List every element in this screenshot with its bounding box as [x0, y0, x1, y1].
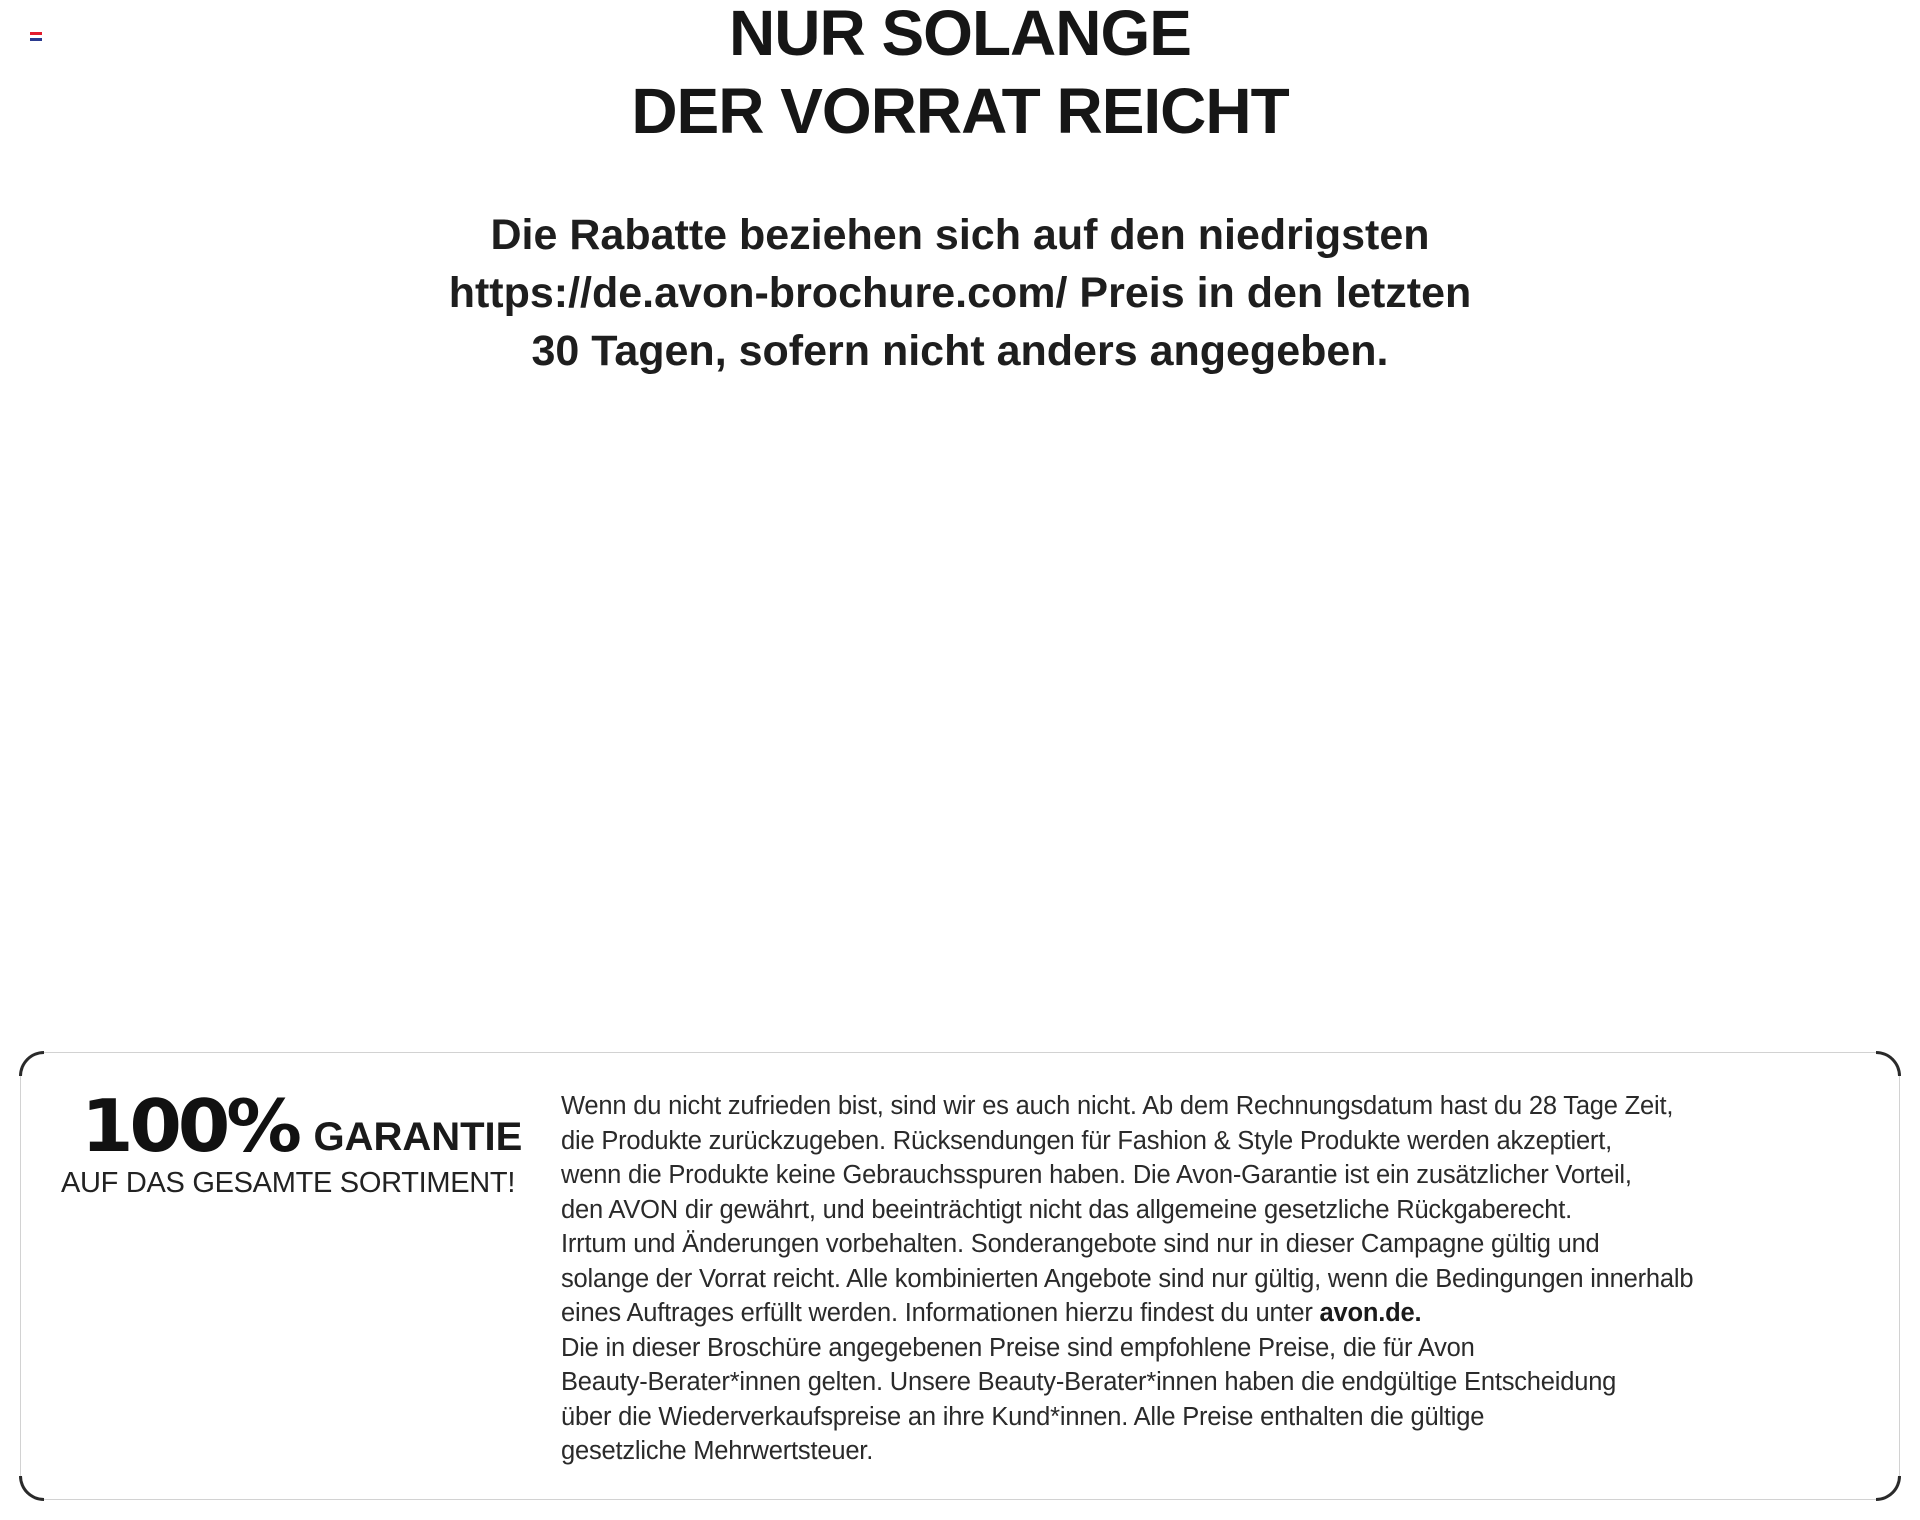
discount-note-line-3: 30 Tagen, sofern nicht anders angegeben.	[531, 327, 1389, 375]
guarantee-title: GARANTIE	[313, 1115, 523, 1159]
legal-line: Die in dieser Broschüre angegebenen Preise sind empfohlene Preise, die für Avon	[561, 1333, 1475, 1362]
legal-line	[561, 1296, 1891, 1331]
discount-note-line-2: https://de.avon-brochure.com/ Preis in den letzten	[448, 269, 1472, 317]
legal-line-text: eines Auftrages erfüllt werden. Informationen hierzu findest du unter	[561, 1299, 1320, 1327]
panel-corner-bottom-right	[1876, 1476, 1901, 1501]
guarantee-subtitle: AUF DAS GESAMTE SORTIMENT!	[61, 1167, 516, 1199]
legal-line: den AVON dir gewährt, und beeinträchtigt nicht das allgemeine gesetzliche Rückgaberecht.	[561, 1195, 1573, 1224]
legal-line: Beauty-Berater*innen gelten. Unsere Beauty-Berater*innen haben die endgültige Entscheidung	[561, 1368, 1617, 1396]
panel-corner-top-right	[1876, 1051, 1901, 1076]
guarantee-badge	[41, 1084, 523, 1201]
headline-line-2: DER VORRAT REICHT	[631, 75, 1289, 147]
legal-line: die Produkte zurückzugeben. Rücksendungen für Fashion & Style Produkte werden akzeptiert,	[561, 1126, 1612, 1155]
legal-line: über die Wiederverkaufspreise an ihre Kund*innen. Alle Preise enthalten die gültige	[561, 1402, 1485, 1431]
headline-line-1: NUR SOLANGE	[729, 0, 1191, 69]
guarantee-panel	[20, 1052, 1900, 1500]
avon-link[interactable]: avon.de.	[1319, 1299, 1422, 1327]
discount-note-line-1: Die Rabatte beziehen sich auf den niedrigsten	[490, 211, 1430, 259]
discount-note	[360, 206, 1560, 380]
panel-corner-top-left	[19, 1051, 44, 1076]
guarantee-percent: 100%	[81, 1084, 298, 1168]
legal-line: gesetzliche Mehrwertsteuer.	[561, 1437, 874, 1465]
legal-line: Wenn du nicht zufrieden bist, sind wir es auch nicht. Ab dem Rechnungsdatum hast du 28 Tage Zeit,	[561, 1092, 1674, 1120]
legal-text	[561, 1089, 1891, 1469]
legal-line: solange der Vorrat reicht. Alle kombinierten Angebote sind nur gültig, wenn die Bedingungen innerhalb	[561, 1264, 1694, 1293]
legal-line: wenn die Produkte keine Gebrauchsspuren haben. Die Avon-Garantie ist ein zusätzlicher Vorteil,	[561, 1161, 1632, 1189]
headline	[0, 0, 1920, 150]
legal-line: Irrtum und Änderungen vorbehalten. Sonderangebote sind nur in dieser Campagne gültig und	[561, 1230, 1600, 1258]
panel-corner-bottom-left	[19, 1476, 44, 1501]
